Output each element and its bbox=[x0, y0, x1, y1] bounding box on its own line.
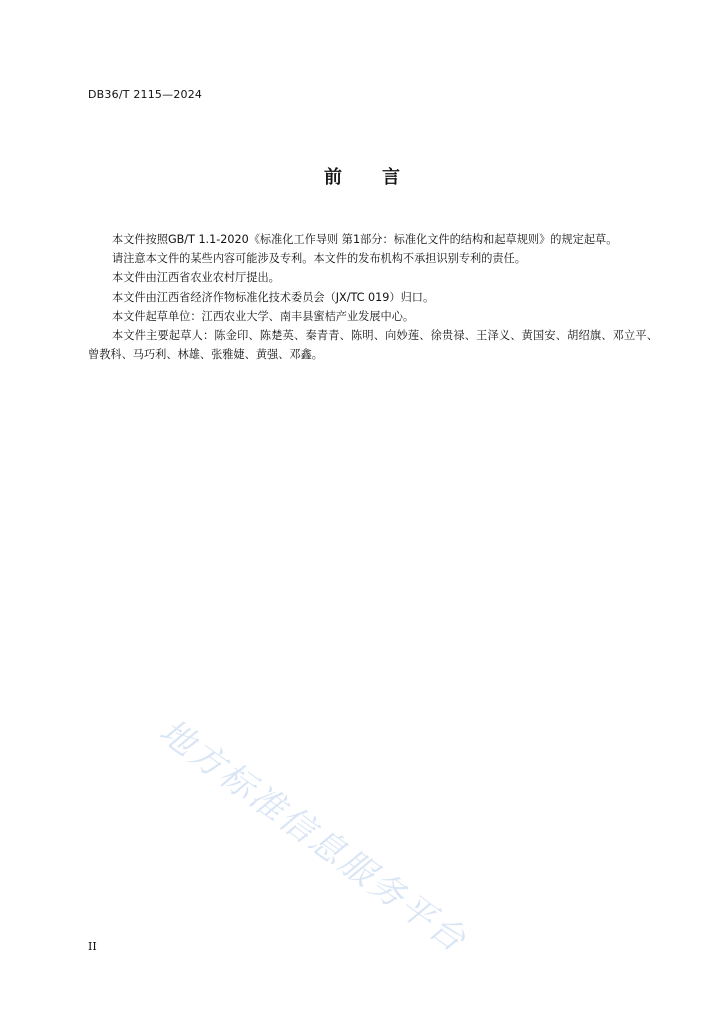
paragraph-drafting-rules: 本文件按照GB/T 1.1-2020《标准化工作导则 第1部分：标准化文件的结构和起草规则》的规定起草。 bbox=[112, 233, 618, 246]
title-char-1: 前 bbox=[324, 167, 342, 188]
paragraph-patent-notice: 请注意本文件的某些内容可能涉及专利。本文件的发布机构不承担识别专利的责任。 bbox=[112, 252, 526, 266]
foreword-body bbox=[88, 230, 658, 364]
paragraph-drafters: 本文件主要起草人：陈金印、陈楚英、秦青青、陈明、向妙莲、徐贵禄、王泽义、黄国安、胡绍旗、邓立平、曾教科、马巧利、林雄、张雅婕、黄强、邓鑫。 bbox=[88, 329, 658, 362]
document-code: DB36/T 2115—2024 bbox=[88, 88, 203, 101]
page-title bbox=[0, 163, 724, 189]
paragraph-drafting-units: 本文件起草单位：江西农业大学、南丰县蜜桔产业发展中心。 bbox=[112, 309, 415, 323]
page-number: II bbox=[88, 940, 97, 953]
title-char-2: 言 bbox=[382, 167, 400, 188]
paragraph-proposer: 本文件由江西省农业农村厅提出。 bbox=[112, 271, 280, 285]
watermark: 地方标准信息服务平台 bbox=[151, 711, 475, 962]
paragraph-committee: 本文件由江西省经济作物标准化技术委员会（JX/TC 019）归口。 bbox=[112, 290, 435, 304]
